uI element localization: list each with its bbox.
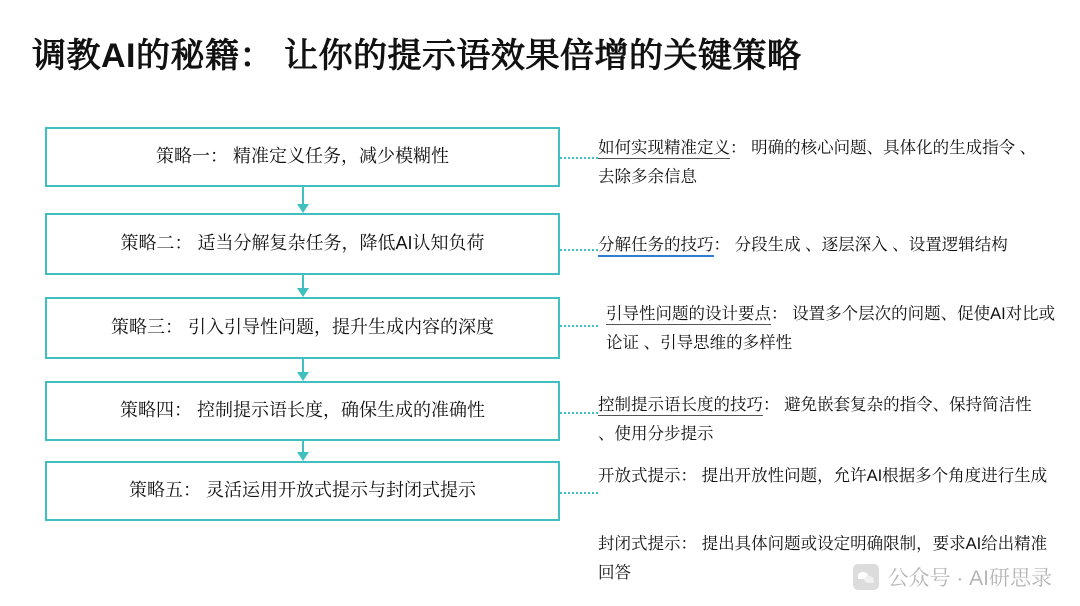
note-4-rest: ： 避免嵌套复杂的指令、保持简洁性 、使用分步提示 [598,396,1032,443]
note-1-rest: ： 明确的核心问题、具体化的生成指令 、去除多余信息 [598,139,1037,186]
wechat-logo-icon [853,564,879,590]
note-2-lead: 分解任务的技巧 [598,236,714,257]
watermark [853,562,1052,592]
leader-line-2 [560,249,598,251]
note-3-lead: 引导性问题的设计要点 [606,305,771,323]
strategy-flow [45,127,560,521]
connector-arrow-icon [297,372,309,381]
note-4 [598,391,1048,449]
flow-node-4[interactable] [45,381,560,441]
flow-node-3[interactable] [45,297,560,359]
connector-line [302,359,304,373]
flow-node-5[interactable] [45,461,560,521]
note-3-rest: ： 设置多个层次的问题、促使AI对比或论证 、引导思维的多样性 [606,305,1056,352]
leader-line-3 [560,325,598,327]
flow-node-2-label: 策略二： 适当分解复杂任务，降低AI认知负荷 [120,233,485,254]
note-6-rest: 封闭式提示： 提出具体问题或设定明确限制，要求AI给出精准回答 [598,535,1048,582]
leader-line-4 [560,412,598,414]
flow-node-4-label: 策略四： 控制提示语长度，确保生成的准确性 [120,400,485,421]
leader-line-1 [560,157,598,159]
connector-arrow-icon [297,204,309,213]
connector-arrow-icon [297,288,309,297]
note-1-lead: 如何实现精准定义 [598,139,730,157]
flow-node-5-label: 策略五： 灵活运用开放式提示与封闭式提示 [129,480,476,501]
note-2-rest: ： 分段生成 、逐层深入 、设置逻辑结构 [713,236,1008,254]
flow-node-1[interactable] [45,127,560,187]
note-4-lead: 控制提示语长度的技巧 [598,396,763,414]
leader-line-5 [560,492,598,494]
watermark-text: 公众号 · AI研思录 [887,567,1052,590]
connector-line [302,275,304,289]
flow-node-1-label: 策略一： 精准定义任务，减少模糊性 [156,146,449,167]
note-5 [598,462,1048,491]
note-2 [598,231,1048,260]
note-5-rest: 开放式提示： 提出开放性问题，允许AI根据多个角度进行生成 [598,467,1048,485]
flow-connector-4 [45,441,560,461]
note-1 [598,134,1048,192]
page-title: 调教AI的秘籍： 让你的提示语效果倍增的关键策略 [32,37,802,75]
flow-node-3-label: 策略三： 引入引导性问题，提升生成内容的深度 [111,317,494,338]
flow-connector-3 [45,359,560,381]
note-3 [606,300,1056,358]
flow-connector-2 [45,275,560,297]
connector-arrow-icon [297,452,309,461]
flow-node-2[interactable] [45,213,560,275]
flow-connector-1 [45,187,560,213]
connector-line [302,187,304,205]
